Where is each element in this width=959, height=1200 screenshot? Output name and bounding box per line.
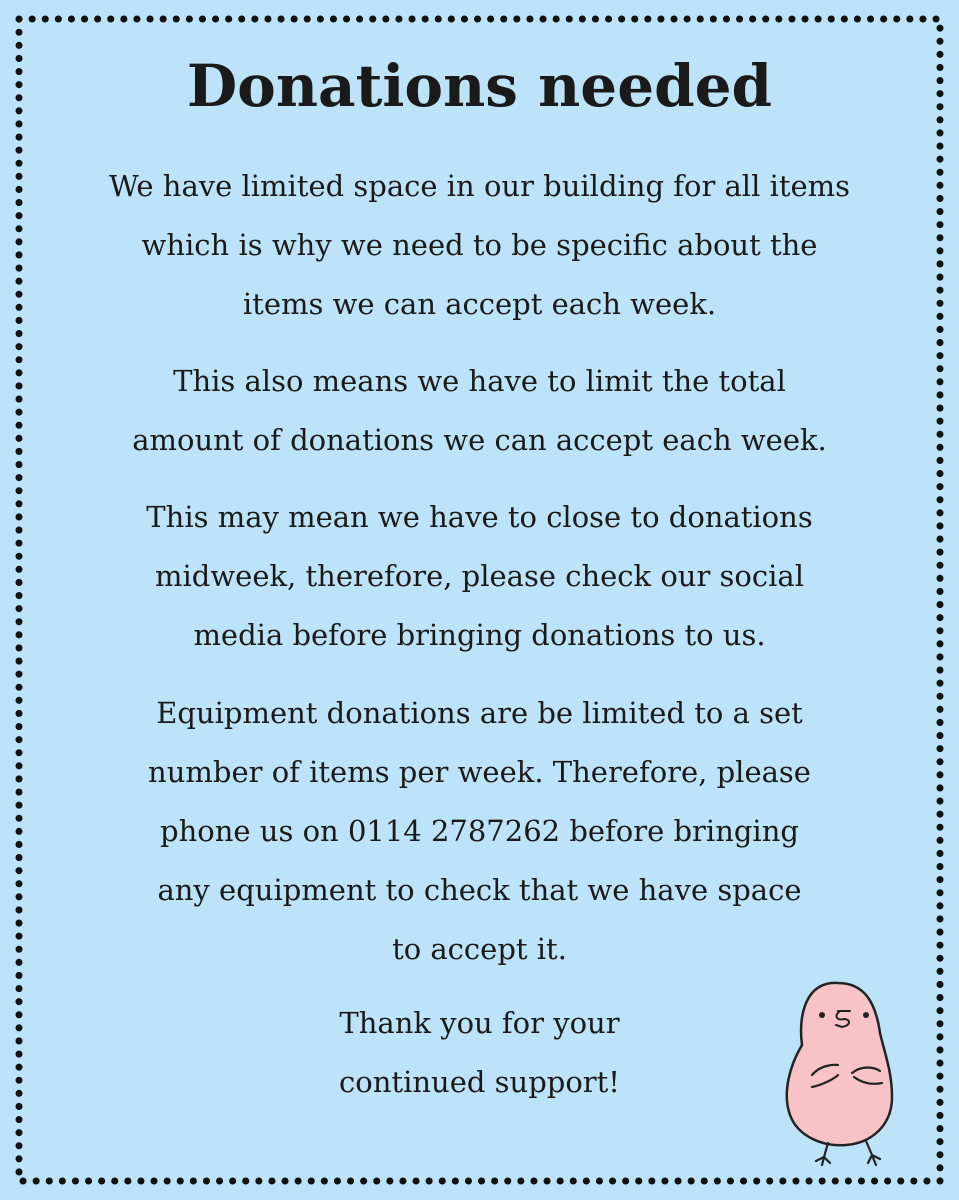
paragraph-close-midweek: This may mean we have to close to donations midweek, therefore, please check our social media before bringing donations to us.: [146, 500, 813, 652]
poster-title: Donations needed: [186, 52, 773, 120]
paragraph-limited-space: We have limited space in our building for all items which is why we need to be specific about the items we can accept each week.: [108, 169, 851, 321]
pink-chick-icon: [776, 975, 906, 1170]
paragraph-thank-you: Thank you for your continued support!: [339, 1006, 620, 1099]
paragraph-equipment: Equipment donations are be limited to a set number of items per week. Therefore, please phone us on 0114 2787262 before bringing any equipment to check that we have space to accept it.: [148, 696, 811, 966]
paragraph-limit-total: This also means we have to limit the total amount of donations we can accept each week.: [132, 364, 827, 457]
